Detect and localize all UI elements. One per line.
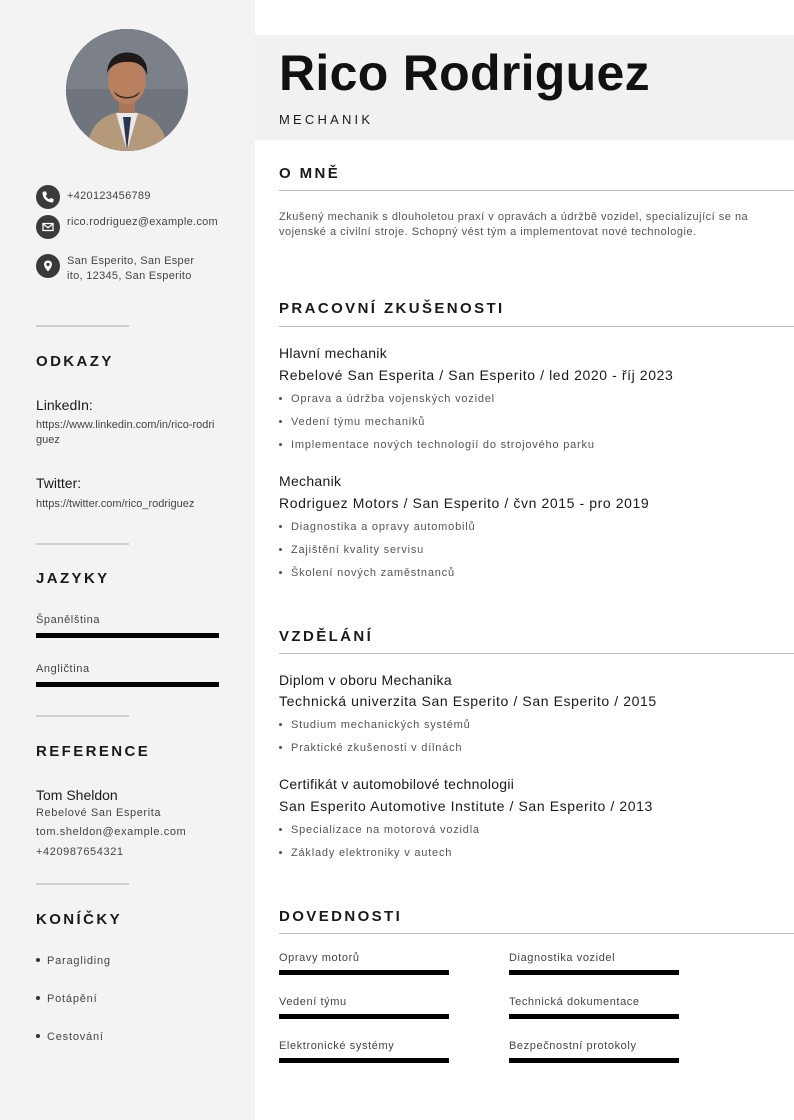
job-bullet-text: Diagnostika a opravy automobilů xyxy=(291,521,476,533)
education-meta: Technická univerzita San Esperito / San Esperito / 2015 xyxy=(279,693,657,709)
phone-icon xyxy=(36,185,60,209)
sidebar-divider xyxy=(36,715,129,717)
education-title: Diplom v oboru Mechanika xyxy=(279,672,452,688)
profile-photo-image xyxy=(66,29,188,151)
job-title: Mechanik xyxy=(279,473,342,489)
reference-phone: +420987654321 xyxy=(36,846,124,858)
hobby-text: Cestování xyxy=(47,1031,104,1043)
education-bullet-text: Praktické zkušenosti v dílnách xyxy=(291,742,463,754)
job-role: MECHANIK xyxy=(279,112,374,127)
linkedin-label: LinkedIn: xyxy=(36,397,93,413)
hobby-item xyxy=(36,993,97,1005)
skill-label: Opravy motorů xyxy=(279,952,360,964)
bullet-dot xyxy=(279,548,282,551)
job-bullet xyxy=(279,544,424,556)
skill-level-bar xyxy=(509,1058,679,1063)
sidebar-divider xyxy=(36,325,129,327)
contact-phone-text: +420123456789 xyxy=(67,190,151,202)
bullet-dot xyxy=(279,723,282,726)
contact-address-text: San Esperito, San Esperito, 12345, San Esperito xyxy=(67,255,195,282)
language-level-bar xyxy=(36,633,219,638)
section-divider xyxy=(279,326,794,327)
section-divider xyxy=(279,933,794,934)
contact-email xyxy=(36,215,219,239)
location-pin-icon xyxy=(36,254,60,278)
job-bullet-text: Vedení týmu mechaniků xyxy=(291,416,426,428)
language-label: Španělština xyxy=(36,614,101,626)
education-heading: VZDĚLÁNÍ xyxy=(279,628,374,645)
bullet-dot xyxy=(279,420,282,423)
bullet-dot xyxy=(279,525,282,528)
skill-level-bar xyxy=(279,1014,449,1019)
job-bullet-text: Oprava a údržba vojenských vozidel xyxy=(291,393,495,405)
references-heading: REFERENCE xyxy=(36,743,151,760)
education-bullet xyxy=(279,742,462,754)
bullet-dot xyxy=(279,828,282,831)
skill-level-bar xyxy=(279,1058,449,1063)
envelope-icon xyxy=(36,215,60,239)
section-divider xyxy=(279,653,794,654)
reference-name: Tom Sheldon xyxy=(36,787,118,803)
skill-label: Technická dokumentace xyxy=(509,996,640,1008)
job-bullet-text: Implementace nových technologií do strojového parku xyxy=(291,439,595,451)
job-title: Hlavní mechanik xyxy=(279,345,387,361)
reference-email[interactable]: tom.sheldon@example.com xyxy=(36,826,187,838)
skill-level-bar xyxy=(279,970,449,975)
job-bullet xyxy=(279,393,495,405)
education-bullet-text: Studium mechanických systémů xyxy=(291,719,471,731)
language-label: Angličtina xyxy=(36,663,90,675)
job-meta: Rodriguez Motors / San Esperito / čvn 2015 - pro 2019 xyxy=(279,495,650,511)
education-bullet-text: Specializace na motorová vozidla xyxy=(291,824,480,836)
education-bullet-text: Základy elektroniky v autech xyxy=(291,847,453,859)
job-bullet xyxy=(279,439,595,451)
job-bullet xyxy=(279,521,475,533)
education-bullet xyxy=(279,719,471,731)
skill-level-bar xyxy=(509,970,679,975)
hobby-text: Potápění xyxy=(47,993,98,1005)
education-meta: San Esperito Automotive Institute / San Esperito / 2013 xyxy=(279,798,653,814)
contact-phone xyxy=(36,185,219,209)
twitter-url[interactable]: https://twitter.com/rico_rodriguez xyxy=(36,498,195,510)
sidebar-divider xyxy=(36,543,129,545)
bullet-dot xyxy=(36,958,40,962)
reference-company: Rebelové San Esperita xyxy=(36,807,162,819)
language-level-bar xyxy=(36,682,219,687)
hobby-item xyxy=(36,1031,104,1043)
job-bullet xyxy=(279,416,425,428)
job-bullet xyxy=(279,567,455,579)
bullet-dot xyxy=(36,1034,40,1038)
education-bullet xyxy=(279,824,480,836)
job-bullet-text: Školení nových zaměstnanců xyxy=(291,567,455,579)
skill-label: Bezpečnostní protokoly xyxy=(509,1040,637,1052)
contact-address xyxy=(36,254,197,284)
education-bullet xyxy=(279,847,452,859)
bullet-dot xyxy=(279,746,282,749)
hobby-text: Paragliding xyxy=(47,955,111,967)
skill-level-bar xyxy=(509,1014,679,1019)
bullet-dot xyxy=(279,397,282,400)
profile-photo xyxy=(66,29,188,151)
bullet-dot xyxy=(36,996,40,1000)
section-divider xyxy=(279,190,794,191)
skill-label: Elektronické systémy xyxy=(279,1040,395,1052)
experience-heading: PRACOVNÍ ZKUŠENOSTI xyxy=(279,300,505,317)
twitter-label: Twitter: xyxy=(36,475,82,491)
links-heading: ODKAZY xyxy=(36,353,114,370)
sidebar-divider xyxy=(36,883,129,885)
person-name: Rico Rodriguez xyxy=(279,45,650,101)
job-bullet-text: Zajištění kvality servisu xyxy=(291,544,425,556)
bullet-dot xyxy=(279,571,282,574)
linkedin-url[interactable]: https://www.linkedin.com/in/rico-rodriguez xyxy=(36,419,215,446)
languages-heading: JAZYKY xyxy=(36,570,110,587)
bullet-dot xyxy=(279,851,282,854)
hobbies-heading: KONÍČKY xyxy=(36,911,122,928)
education-title: Certifikát v automobilové technologii xyxy=(279,776,515,792)
skills-heading: DOVEDNOSTI xyxy=(279,908,403,925)
job-meta: Rebelové San Esperita / San Esperito / led 2020 - říj 2023 xyxy=(279,367,674,383)
bullet-dot xyxy=(279,443,282,446)
sidebar xyxy=(0,0,255,1120)
hobby-item xyxy=(36,955,111,967)
about-heading: O MNĚ xyxy=(279,165,341,182)
skill-label: Vedení týmu xyxy=(279,996,347,1008)
contact-email-text[interactable]: rico.rodriguez@example.com xyxy=(67,216,219,228)
skill-label: Diagnostika vozidel xyxy=(509,952,616,964)
about-text: Zkušený mechanik s dlouholetou praxí v opravách a údržbě vozidel, specializující se na vojenské a civilní stroje. Schopný vést tým a implementovat nové technologie. xyxy=(279,211,749,238)
